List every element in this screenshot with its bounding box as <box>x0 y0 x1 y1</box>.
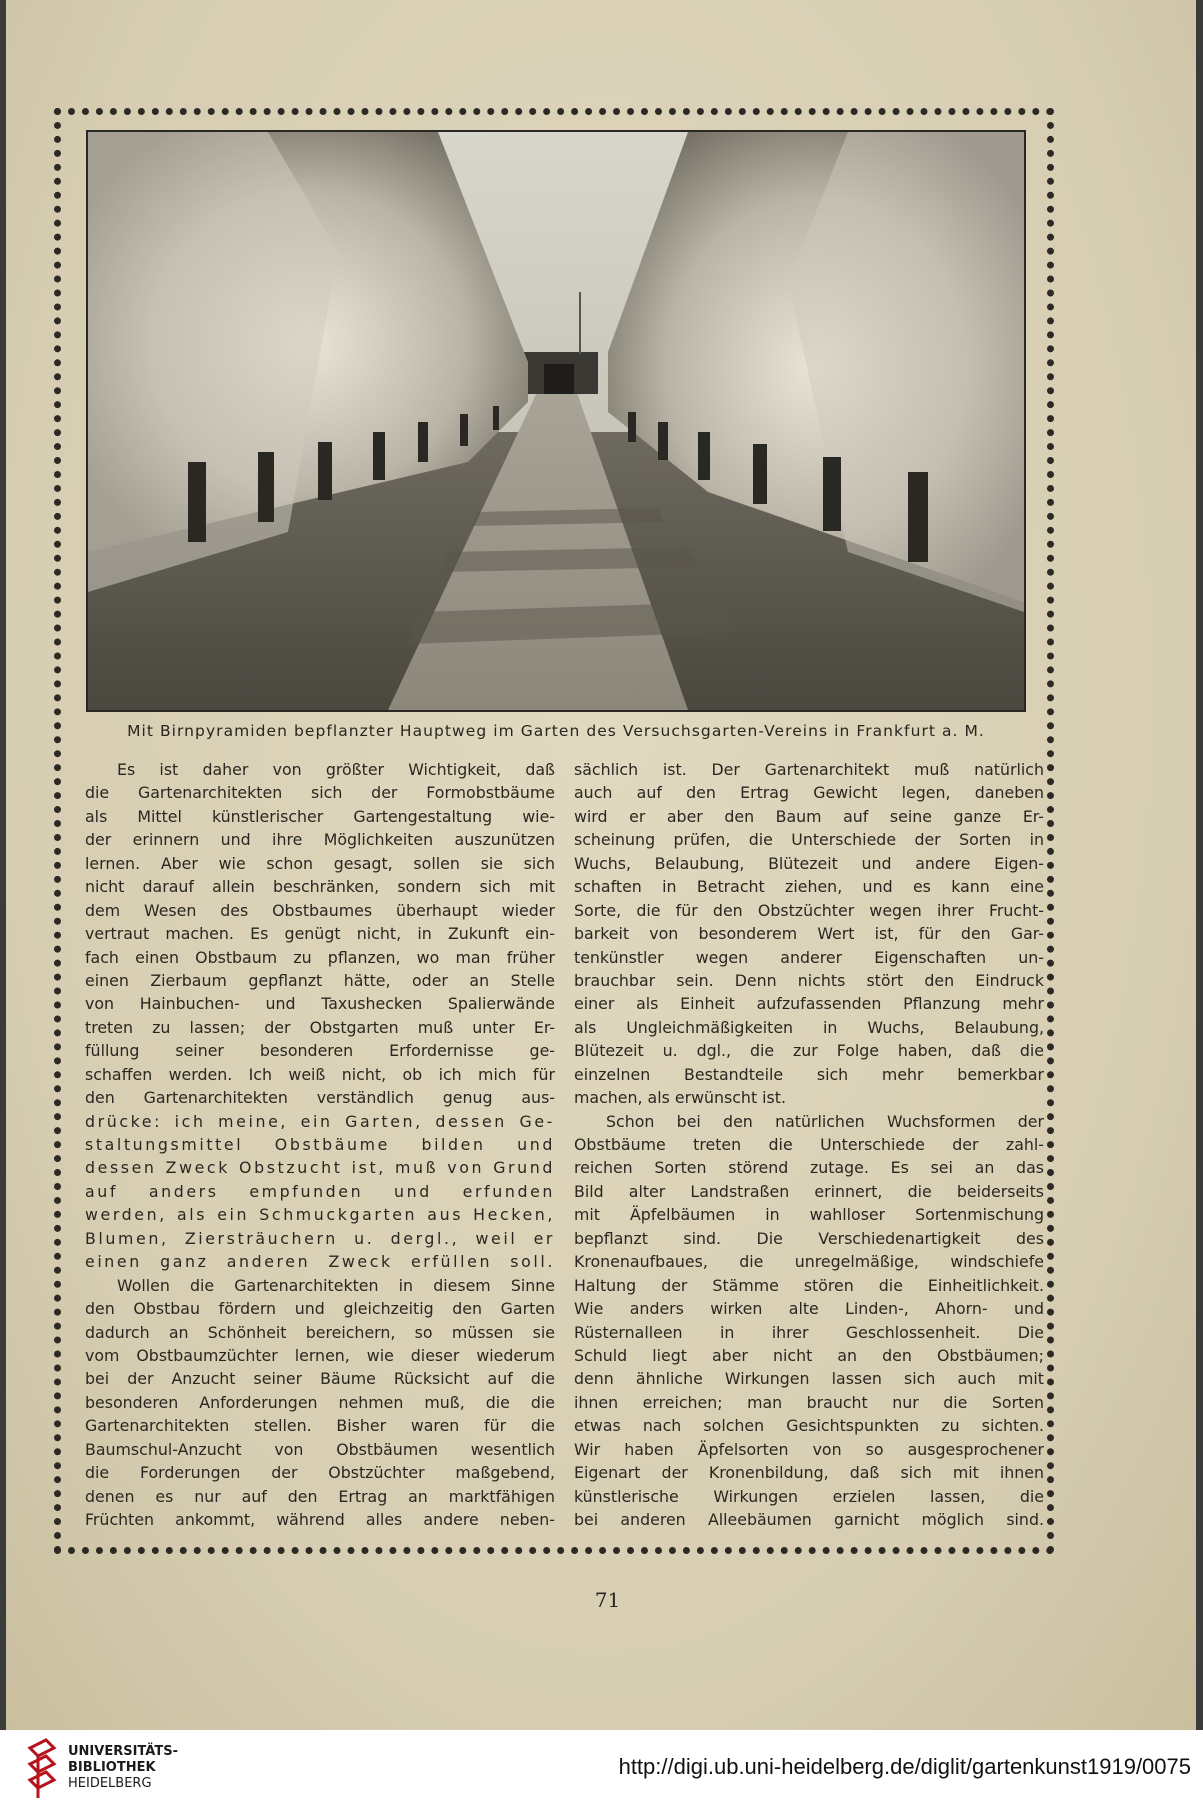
text-line: die Forderungen der Obstzüchter maßgebend, <box>85 1463 555 1483</box>
library-logo-text <box>68 1744 178 1792</box>
text-line: reichen Sorten störend zutage. Es sei an das <box>574 1158 1044 1178</box>
text-line: Gartenarchitekten stellen. Bisher waren für die <box>85 1416 555 1436</box>
text-line: treten zu lassen; der Obstgarten muß unter Er- <box>85 1017 555 1037</box>
text-line: schaffen werden. Ich weiß nicht, ob ich mich für <box>85 1064 555 1084</box>
text-line: vom Obstbaumzüchter lernen, wie dieser wiederum <box>85 1345 555 1365</box>
text-line: bei der Anzucht seiner Bäume Rücksicht auf die <box>85 1369 555 1389</box>
text-line: als Ungleichmäßigkeiten in Wuchs, Belaubung, <box>574 1017 1044 1037</box>
text-line: künstlerische Wirkungen erzielen lassen, die <box>574 1486 1044 1506</box>
text-line: fach einen Obstbaum zu pflanzen, wo man früher <box>85 947 555 967</box>
text-line: den Obstbau fördern und gleichzeitig den Garten <box>85 1299 555 1319</box>
text-line: denen es nur auf den Ertrag an marktfähigen <box>85 1486 555 1506</box>
text-line: denn ähnliche Wirkungen lassen sich auch mit <box>574 1369 1044 1389</box>
text-line: barkeit von besonderem Wert ist, für den Gar- <box>574 924 1044 944</box>
logo-line-3: HEIDELBERG <box>68 1776 152 1791</box>
text-line: Baumschul-Anzucht von Obstbäumen wesentlich <box>85 1439 555 1459</box>
text-line: Bild alter Landstraßen erinnert, die beiderseits <box>574 1181 1044 1201</box>
text-column-right <box>574 758 1044 1531</box>
text-line: sächlich ist. Der Gartenarchitekt muß natürlich <box>574 760 1044 779</box>
logo-line-1: UNIVERSITÄTS- <box>68 1744 178 1759</box>
text-line: füllung seiner besonderen Erfordernisse ge- <box>85 1041 555 1061</box>
text-line: Blumen, Ziersträuchern u. dergl., weil er <box>85 1228 555 1248</box>
scanned-page <box>6 0 1196 1730</box>
text-line: nicht darauf allein beschränken, sondern sich mit <box>85 877 555 897</box>
text-line: werden, als ein Schmuckgarten aus Hecken, <box>85 1205 555 1225</box>
text-line: die Gartenarchitekten sich der Formobstbäume <box>85 783 555 803</box>
source-url-link[interactable]: http://digi.ub.uni-heidelberg.de/diglit/gartenkunst1919/0075 <box>618 1754 1191 1779</box>
text-line: Kronenaufbaues, die unregelmäßige, windschiefe <box>574 1252 1044 1272</box>
text-line: Haltung der Stämme stören die Einheitlichkeit. <box>574 1275 1044 1295</box>
text-column-left <box>85 758 555 1531</box>
text-line: dem Wesen des Obstbaumes überhaupt wieder <box>85 900 555 920</box>
logo-line-2: BIBLIOTHEK <box>68 1760 156 1775</box>
text-line: bei anderen Alleebäumen garnicht möglich sind. <box>574 1510 1044 1529</box>
text-line: auch auf den Ertrag Gewicht legen, daneben <box>574 783 1044 803</box>
text-line: bepflanzt sind. Die Verschiedenartigkeit des <box>574 1228 1044 1248</box>
text-line: Wie anders wirken alte Linden-, Ahorn- und <box>574 1299 1044 1319</box>
text-line: Früchten ankommt, während alles andere neben- <box>85 1510 555 1529</box>
text-line: brauchbar sein. Denn nichts stört den Eindruck <box>574 970 1044 990</box>
text-line: Wollen die Gartenarchitekten in diesem Sinne <box>117 1275 555 1295</box>
library-footer <box>0 1730 1203 1810</box>
text-line: dessen Zweck Obstzucht ist, muß von Grund <box>85 1158 555 1178</box>
text-line: besonderen Anforderungen nehmen muß, die die <box>85 1392 555 1412</box>
text-line: den Gartenarchitekten verständlich genug aus- <box>85 1088 555 1108</box>
text-line: Sorte, die für den Obstzüchter wegen ihrer Frucht- <box>574 900 1044 920</box>
orchard-photo-image <box>88 132 1024 710</box>
text-line: einer als Einheit aufzufassenden Pflanzung mehr <box>574 994 1044 1014</box>
text-line: als Mittel künstlerischer Gartengestaltung wie- <box>85 806 555 826</box>
text-line: Eigenart der Kronenbildung, daß sich mit ihnen <box>574 1463 1044 1483</box>
text-line: ihnen erreichen; man braucht nur die Sorten <box>574 1392 1044 1412</box>
text-line: etwas nach solchen Gesichtspunkten zu sichten. <box>574 1416 1044 1436</box>
text-line: tenkünstler wegen anderer Eigenschaften un- <box>574 947 1044 967</box>
library-logo-icon <box>26 1738 58 1800</box>
text-line: wird er aber den Baum auf seine ganze Er- <box>574 806 1044 826</box>
photo-caption: Mit Birnpyramiden bepflanzter Hauptweg im Garten des Versuchsgarten-Vereins in Frankfurt a. M. <box>127 722 985 740</box>
text-line: Wir haben Äpfelsorten von so ausgesprochener <box>574 1439 1044 1459</box>
text-line: Schon bei den natürlichen Wuchsformen der <box>606 1111 1044 1131</box>
text-line: Obstbäume treten die Unterschiede der zahl- <box>574 1135 1044 1154</box>
text-line: einen Zierbaum gepflanzt hätte, oder an Stelle <box>85 970 555 990</box>
orchard-photo <box>86 130 1026 712</box>
text-line: staltungsmittel Obstbäume bilden und <box>85 1135 555 1154</box>
text-line: drücke: ich meine, ein Garten, dessen Ge- <box>85 1111 555 1131</box>
text-line: einen ganz anderen Zweck erfüllen soll. <box>85 1252 555 1272</box>
text-line: lernen. Aber wie schon gesagt, sollen sie sich <box>85 853 555 873</box>
text-line: scheinung prüfen, die Unterschiede der Sorten in <box>574 830 1044 850</box>
text-line: Rüsternalleen in ihrer Geschlossenheit. Die <box>574 1322 1044 1342</box>
text-line: Schuld liegt aber nicht an den Obstbäumen; <box>574 1345 1044 1365</box>
text-line: Wuchs, Belaubung, Blütezeit und andere Eigen- <box>574 853 1044 873</box>
text-line: von Hainbuchen- und Taxushecken Spalierwände <box>85 994 555 1014</box>
text-line: mit Äpfelbäumen in wahlloser Sortenmischung <box>574 1205 1044 1225</box>
text-line: vertraut machen. Es genügt nicht, in Zukunft ein- <box>85 924 555 944</box>
text-line: Es ist daher von größter Wichtigkeit, daß <box>117 760 555 779</box>
text-line: machen, als erwünscht ist. <box>574 1088 786 1108</box>
text-line: auf anders empfunden und erfunden <box>85 1181 555 1201</box>
text-line: der erinnern und ihre Möglichkeiten auszunützen <box>85 830 555 850</box>
text-line: dadurch an Schönheit bereichern, so müssen sie <box>85 1322 555 1342</box>
text-line: einzelnen Bestandteile sich mehr bemerkbar <box>574 1064 1044 1084</box>
text-line: schaften in Betracht ziehen, und es kann eine <box>574 877 1044 897</box>
page-number: 71 <box>594 1588 621 1612</box>
text-line: Blütezeit u. dgl., die zur Folge haben, daß die <box>574 1041 1044 1061</box>
